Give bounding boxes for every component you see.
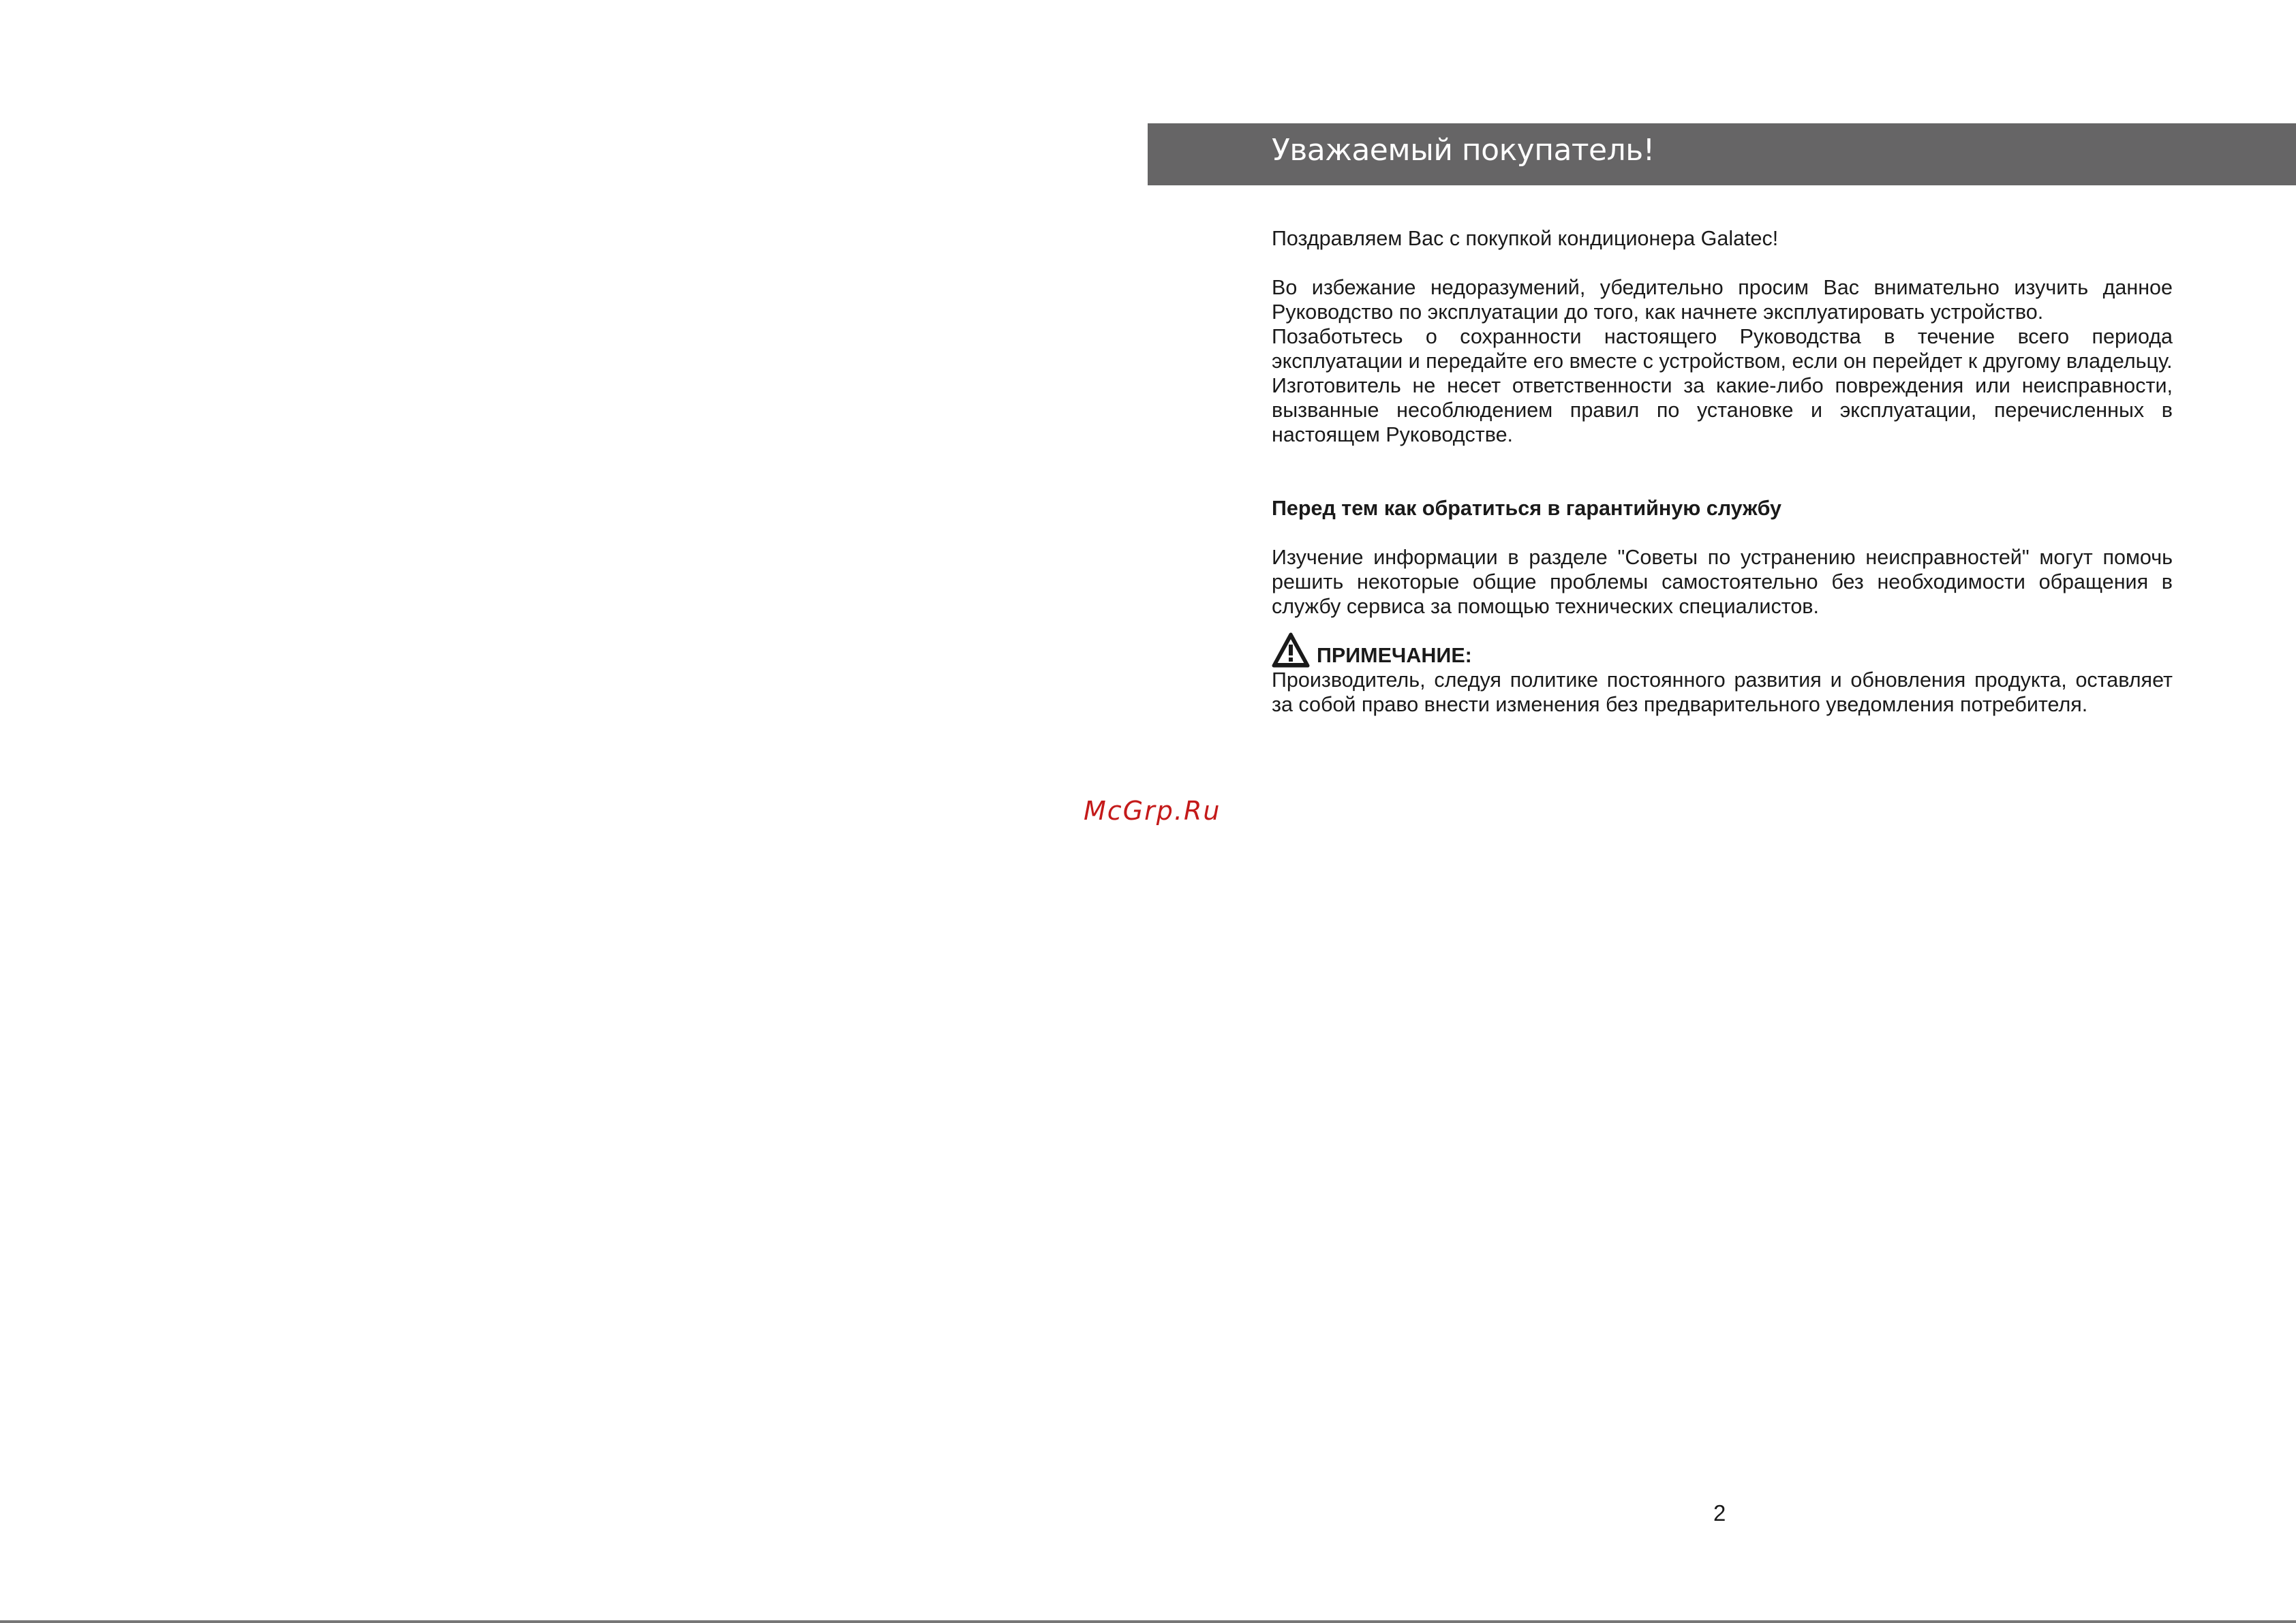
watermark: McGrp.Ru (1084, 796, 1221, 826)
note-text: Производитель, следуя политике постоянного развития и обновления продукта, оставляет за собой право внести изменения без предварительного уведомления потребителя. (1272, 668, 2173, 716)
service-heading: Перед тем как обратиться в гарантийную службу (1272, 497, 1782, 520)
main-content (1272, 226, 2173, 717)
bottom-divider (0, 1620, 2296, 1623)
note-header (1272, 631, 2173, 668)
paragraph-study-manual: Во избежание недоразумений, убедительно просим Вас внимательно изучить данное Руководство по эксплуатации до того, как начнете эксплуатировать устройство. (1272, 276, 2173, 324)
note-label: ПРИМЕЧАНИЕ: (1317, 644, 1472, 667)
service-text: Изучение информации в разделе "Советы по устранению неисправностей" могут помочь решить некоторые общие проблемы самостоятельно без необходимости обращения в службу сервиса за помощью технических специалистов. (1272, 546, 2173, 618)
paragraph-keep-manual: Позаботьтесь о сохранности настоящего Руководства в течение всего периода эксплуатации и передайте его вместе с устройством, если он перейдет к другому владельцу. (1272, 325, 2173, 373)
greeting-text: Поздравляем Вас с покупкой кондиционера Galatec! (1272, 227, 1779, 250)
header-bar (1148, 123, 2296, 185)
page-title: Уважаемый покупатель! (1272, 133, 1655, 168)
page-number: 2 (1713, 1500, 1726, 1526)
paragraph-liability: Изготовитель не несет ответственности за какие-либо повреждения или неисправности, вызванные несоблюдением правил по установке и эксплуатации, перечисленных в настоящем Руководстве. (1272, 374, 2173, 446)
warning-icon (1272, 632, 1310, 668)
